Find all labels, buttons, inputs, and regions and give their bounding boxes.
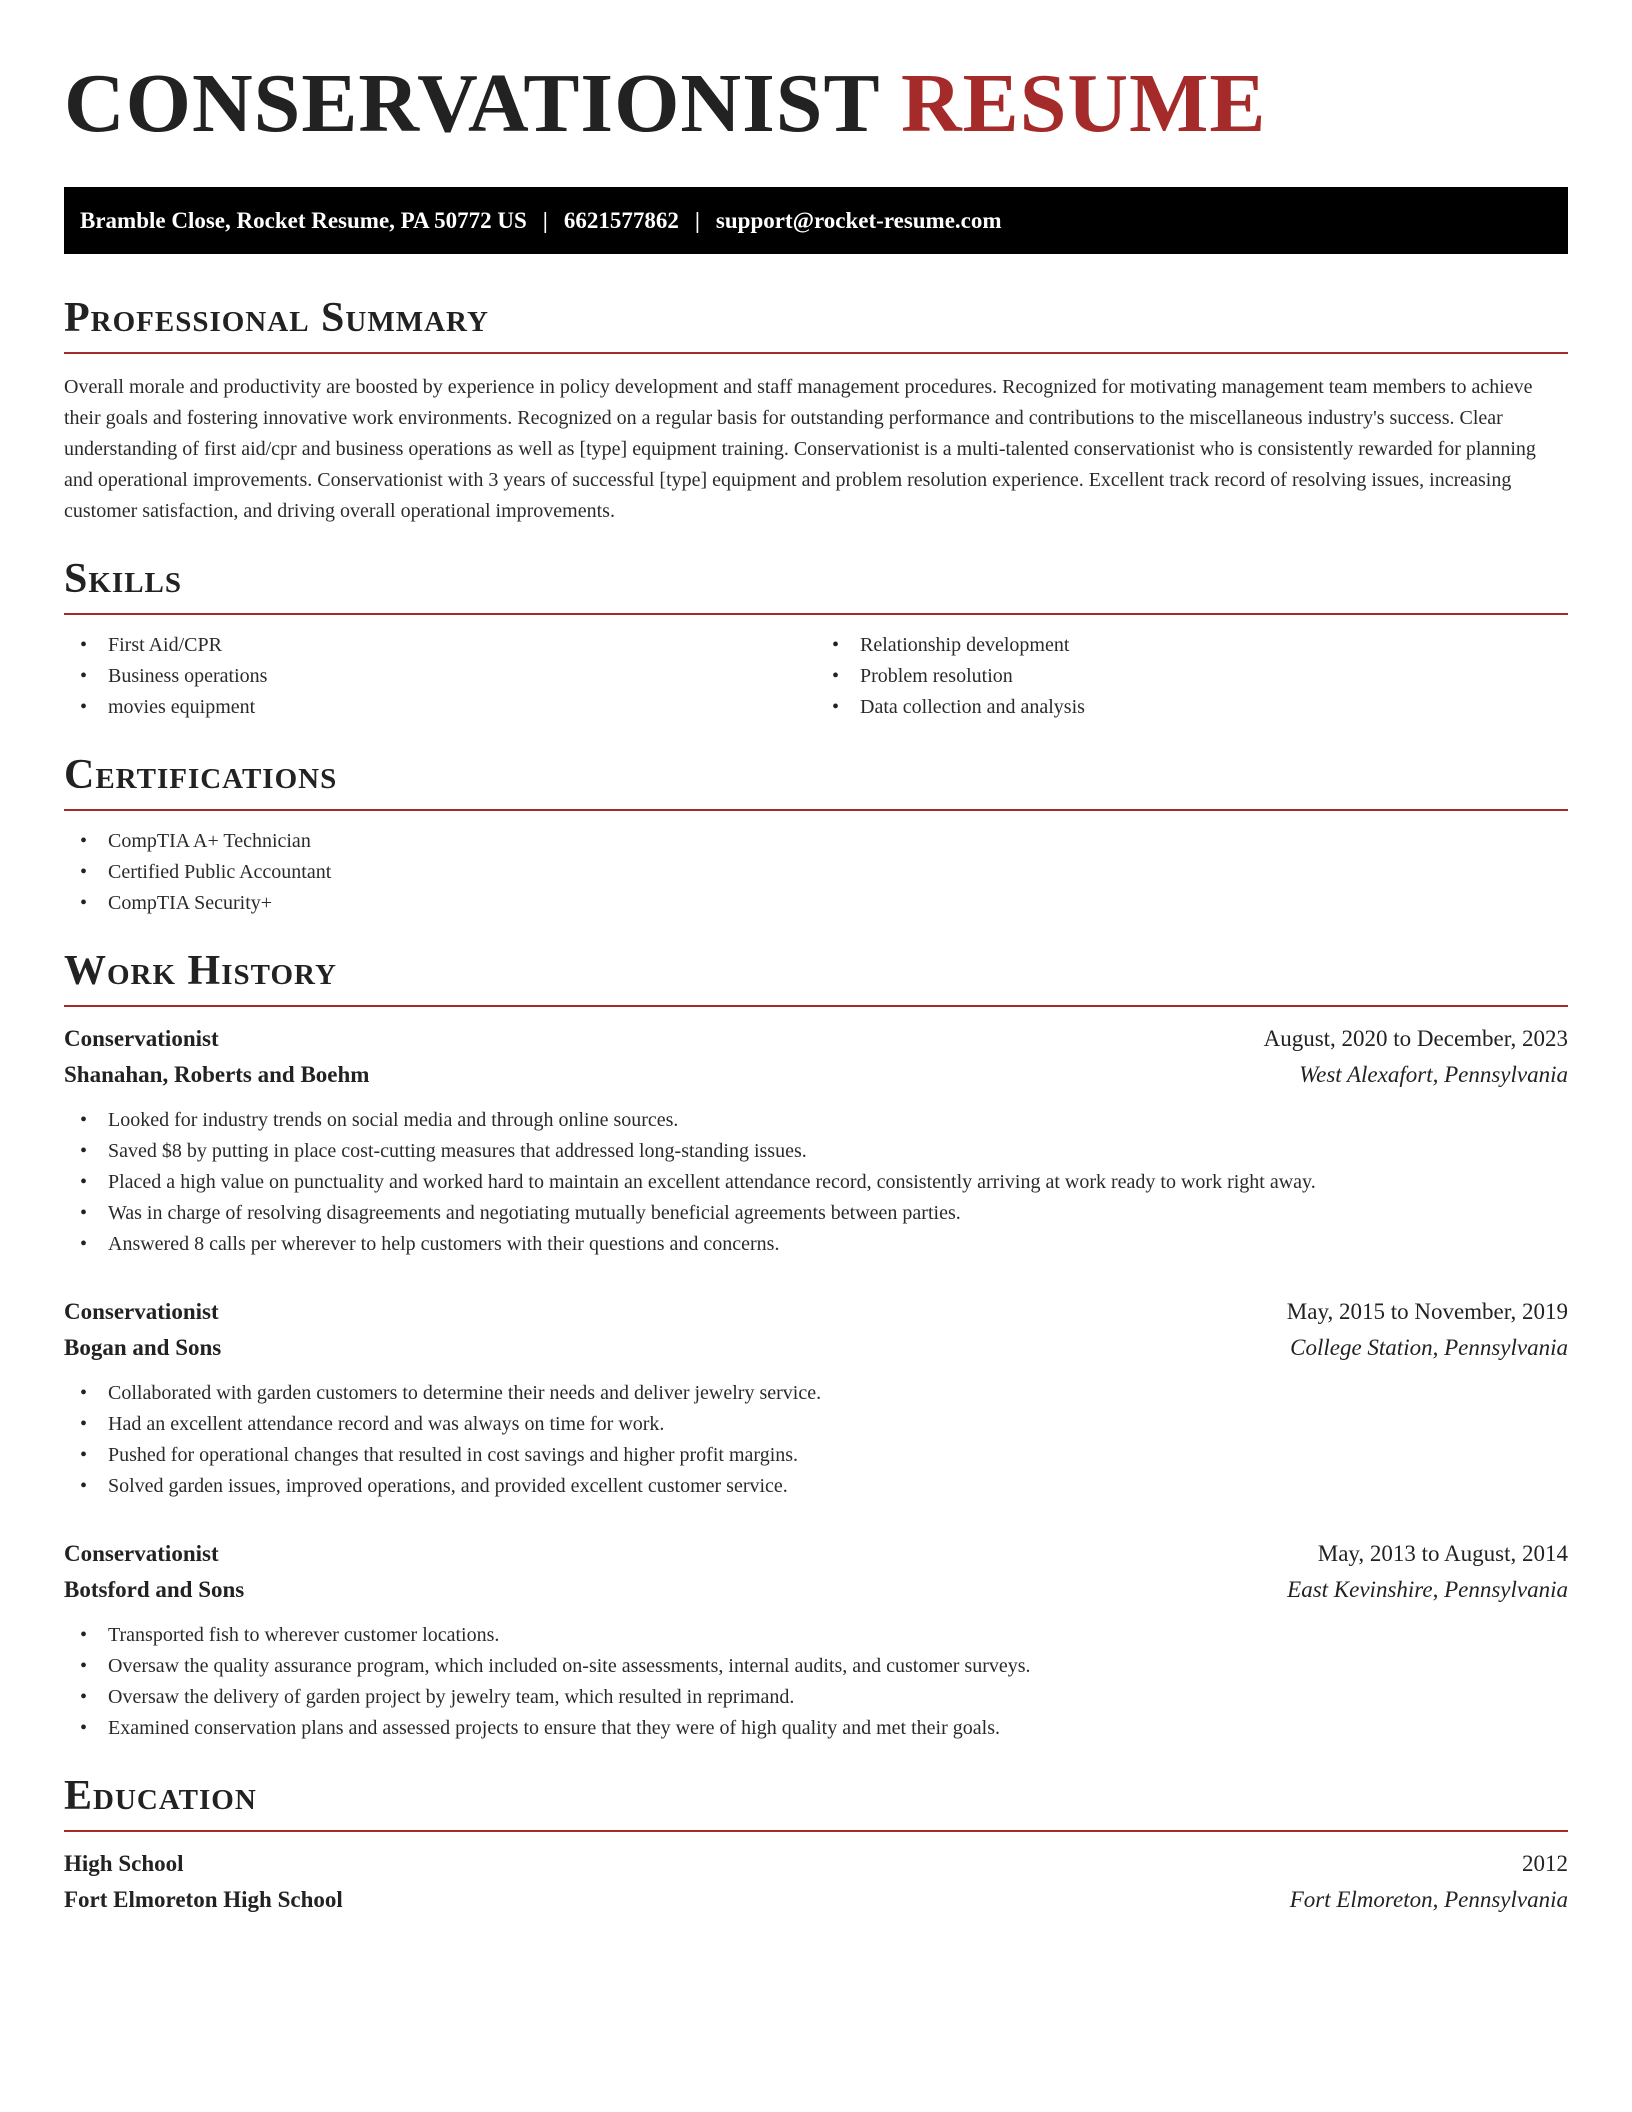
list-item: • Certified Public Accountant (64, 857, 1568, 888)
job-header-row (64, 1021, 1568, 1057)
job-dates: May, 2013 to August, 2014 (1317, 1541, 1568, 1566)
contact-bar (64, 187, 1568, 254)
contact-email[interactable]: support@rocket-resume.com (715, 207, 1002, 233)
summary-section (64, 292, 1568, 527)
job-title: Conservationist (64, 1299, 219, 1324)
job-company-row (64, 1330, 1568, 1366)
section-heading-work-history: Work History (64, 948, 337, 994)
job-dates: August, 2020 to December, 2023 (1263, 1026, 1568, 1051)
education-school: Fort Elmoreton High School (64, 1887, 343, 1912)
list-item: • Transported fish to wherever customer locations. (64, 1620, 1568, 1651)
list-item: • Saved $8 by putting in place cost-cutting measures that addressed long-standing issues. (64, 1136, 1568, 1167)
section-divider (64, 1005, 1568, 1007)
resume-title (64, 0, 1568, 152)
list-item: • Examined conservation plans and assessed projects to ensure that they were of high quality and met their goals. (64, 1713, 1568, 1744)
list-item: • Collaborated with garden customers to determine their needs and deliver jewelry service. (64, 1378, 1568, 1409)
job-company: Bogan and Sons (64, 1335, 222, 1360)
job-company: Botsford and Sons (64, 1577, 245, 1602)
contact-separator: | (542, 207, 548, 233)
contact-phone[interactable]: 6621577862 (563, 207, 679, 233)
list-item: • Answered 8 calls per wherever to help customers with their questions and concerns. (64, 1229, 1568, 1260)
contact-separator: | (694, 207, 700, 233)
skills-list-left (64, 630, 816, 723)
education-degree: High School (64, 1851, 184, 1876)
contact-address: Bramble Close, Rocket Resume, PA 50772 US (80, 207, 527, 233)
list-item: • Relationship development (816, 630, 1568, 661)
job-title: Conservationist (64, 1541, 219, 1566)
section-divider (64, 352, 1568, 354)
list-item: • Had an excellent attendance record and was always on time for work. (64, 1409, 1568, 1440)
section-heading-summary: Professional Summary (64, 295, 489, 341)
list-item: • Placed a high value on punctuality and worked hard to maintain an excellent attendance record, consistently arriving at work ready to work right away. (64, 1167, 1568, 1198)
list-item: • Solved garden issues, improved operations, and provided excellent customer service. (64, 1471, 1568, 1502)
list-item: • First Aid/CPR (64, 630, 816, 661)
list-item: • Was in charge of resolving disagreements and negotiating mutually beneficial agreements between parties. (64, 1198, 1568, 1229)
skills-list-right (816, 630, 1568, 723)
job-bullets (64, 1378, 1568, 1502)
job-header-row (64, 1536, 1568, 1572)
list-item: • CompTIA Security+ (64, 888, 1568, 919)
summary-text: Overall morale and productivity are boosted by experience in policy development and staff management procedures. Recognized for motivating management team members to achieve their goals and fostering innovative work environments. Recognized on a regular basis for outstanding performance and contributions to the miscellaneous industry's success. Clear understanding of first aid/cpr and business operations as well as [type] equipment training. Conservationist is a multi-talented conservationist who is consistently rewarded for planning and operational improvements. Conservationist with 3 years of successful [type] equipment and problem resolution experience. Excellent track record of resolving issues, increasing customer satisfaction, and driving overall operational improvements. (64, 376, 1536, 522)
list-item: • Oversaw the quality assurance program, which included on-site assessments, internal audits, and customer surveys. (64, 1651, 1568, 1682)
job-location: West Alexafort, Pennsylvania (1299, 1062, 1568, 1087)
job-location: East Kevinshire, Pennsylvania (1287, 1577, 1568, 1602)
job-dates: May, 2015 to November, 2019 (1286, 1299, 1568, 1324)
section-heading-certifications: Certifications (64, 752, 338, 798)
education-section (64, 1770, 1568, 1918)
job-company: Shanahan, Roberts and Boehm (64, 1062, 370, 1087)
education-header-row (64, 1846, 1568, 1882)
list-item: • Oversaw the delivery of garden project by jewelry team, which resulted in reprimand. (64, 1682, 1568, 1713)
job-entry (64, 1021, 1568, 1260)
skills-grid (64, 615, 1568, 723)
job-company-row (64, 1057, 1568, 1093)
skills-section (64, 553, 1568, 723)
job-company-row (64, 1572, 1568, 1608)
section-heading-education: Education (64, 1773, 257, 1819)
work-history-section (64, 945, 1568, 1744)
job-bullets (64, 1105, 1568, 1260)
title-accent: RESUME (901, 57, 1267, 150)
list-item: • Pushed for operational changes that resulted in cost savings and higher profit margins. (64, 1440, 1568, 1471)
section-heading-skills: Skills (64, 556, 183, 602)
job-location: College Station, Pennsylvania (1290, 1335, 1568, 1360)
list-item: • CompTIA A+ Technician (64, 826, 1568, 857)
job-header-row (64, 1294, 1568, 1330)
section-divider (64, 1830, 1568, 1832)
list-item: • Data collection and analysis (816, 692, 1568, 723)
certifications-list (64, 826, 1568, 919)
education-year: 2012 (1522, 1851, 1568, 1876)
job-title: Conservationist (64, 1026, 219, 1051)
list-item: • movies equipment (64, 692, 816, 723)
job-entry (64, 1536, 1568, 1744)
list-item: • Problem resolution (816, 661, 1568, 692)
education-location: Fort Elmoreton, Pennsylvania (1289, 1887, 1568, 1912)
education-school-row (64, 1882, 1568, 1918)
job-entry (64, 1294, 1568, 1502)
list-item: • Business operations (64, 661, 816, 692)
education-entry (64, 1846, 1568, 1918)
job-bullets (64, 1620, 1568, 1744)
section-divider (64, 809, 1568, 811)
certifications-section (64, 749, 1568, 919)
list-item: • Looked for industry trends on social media and through online sources. (64, 1105, 1568, 1136)
title-main: CONSERVATIONIST (64, 57, 880, 150)
